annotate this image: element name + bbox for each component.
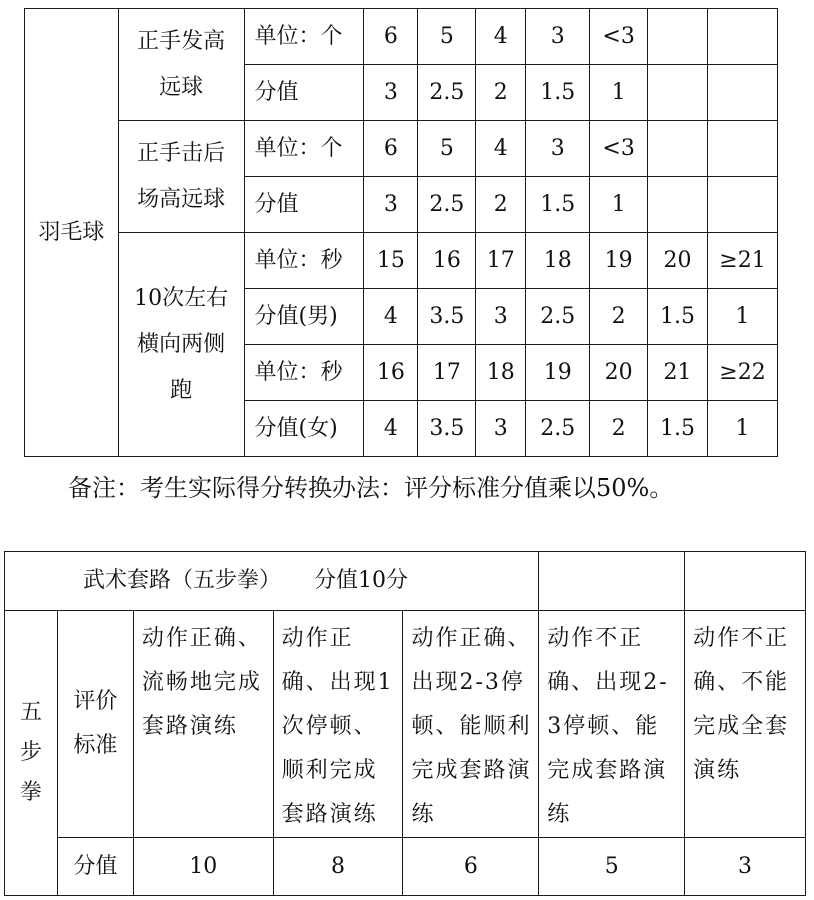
value-cell bbox=[708, 9, 778, 65]
value-cell: 18 bbox=[476, 345, 526, 401]
criteria-cell: 动作正确、出现1次停顿、顺利完成套路演练 bbox=[273, 611, 403, 838]
value-cell: 5 bbox=[418, 9, 476, 65]
event-name-cell: 五 步 拳 bbox=[5, 611, 58, 896]
row-label: 分值 bbox=[244, 65, 364, 121]
value-cell: 6 bbox=[364, 121, 418, 177]
criteria-cell: 动作正确、流畅地完成套路演练 bbox=[133, 611, 273, 838]
value-cell bbox=[708, 65, 778, 121]
badminton-scoring-table bbox=[24, 8, 778, 457]
value-cell: 6 bbox=[364, 9, 418, 65]
value-cell: 1.5 bbox=[526, 177, 590, 233]
value-cell: 2.5 bbox=[418, 65, 476, 121]
empty-cell bbox=[539, 552, 685, 611]
value-cell: <3 bbox=[590, 9, 648, 65]
item-name-cell: 10次左右 横向两侧 跑 bbox=[118, 233, 244, 457]
value-cell: 2 bbox=[590, 289, 648, 345]
value-cell bbox=[648, 9, 708, 65]
table-row bbox=[25, 121, 778, 177]
row-label: 分值(男) bbox=[244, 289, 364, 345]
value-cell: 20 bbox=[648, 233, 708, 289]
criteria-label-cell: 评价 标准 bbox=[57, 611, 133, 838]
score-cell: 5 bbox=[539, 838, 685, 896]
value-cell: 2.5 bbox=[526, 401, 590, 457]
row-label: 单位：个 bbox=[244, 9, 364, 65]
value-cell: 20 bbox=[590, 345, 648, 401]
row-label: 分值(女) bbox=[244, 401, 364, 457]
value-cell: 2 bbox=[476, 65, 526, 121]
value-cell: 5 bbox=[418, 121, 476, 177]
table-header-row bbox=[5, 552, 806, 611]
value-cell: 19 bbox=[526, 345, 590, 401]
value-cell: 16 bbox=[418, 233, 476, 289]
row-label: 单位：个 bbox=[244, 121, 364, 177]
score-cell: 3 bbox=[685, 838, 806, 896]
score-label-cell: 分值 bbox=[57, 838, 133, 896]
item-name-cell: 正手发高 远球 bbox=[118, 9, 244, 121]
value-cell: 1 bbox=[708, 401, 778, 457]
value-cell: 1.5 bbox=[648, 401, 708, 457]
value-cell: 1 bbox=[590, 177, 648, 233]
row-label: 分值 bbox=[244, 177, 364, 233]
value-cell: ≥21 bbox=[708, 233, 778, 289]
value-cell bbox=[708, 177, 778, 233]
score-cell: 8 bbox=[273, 838, 403, 896]
value-cell: 1.5 bbox=[648, 289, 708, 345]
value-cell: 16 bbox=[364, 345, 418, 401]
value-cell: 3 bbox=[476, 289, 526, 345]
item-name-cell: 正手击后 场高远球 bbox=[118, 121, 244, 233]
criteria-cell: 动作不正确、出现2-3停顿、能完成套路演练 bbox=[539, 611, 685, 838]
value-cell: 3 bbox=[476, 401, 526, 457]
value-cell bbox=[648, 177, 708, 233]
scoring-note: 备注：考生实际得分转换办法：评分标准分值乘以50%。 bbox=[68, 474, 674, 502]
score-cell: 10 bbox=[133, 838, 273, 896]
table-row bbox=[5, 611, 806, 838]
empty-cell bbox=[685, 552, 806, 611]
row-label: 单位：秒 bbox=[244, 233, 364, 289]
value-cell: ≥22 bbox=[708, 345, 778, 401]
value-cell: 17 bbox=[418, 345, 476, 401]
value-cell: 15 bbox=[364, 233, 418, 289]
value-cell: 3 bbox=[364, 177, 418, 233]
criteria-cell: 动作正确、出现2-3停顿、能顺利完成套路演练 bbox=[403, 611, 539, 838]
value-cell: <3 bbox=[590, 121, 648, 177]
value-cell: 3.5 bbox=[418, 289, 476, 345]
score-cell: 6 bbox=[403, 838, 539, 896]
table-row bbox=[25, 233, 778, 289]
value-cell: 3 bbox=[364, 65, 418, 121]
value-cell: 1.5 bbox=[526, 65, 590, 121]
wushu-scoring-table bbox=[4, 551, 806, 896]
value-cell: 17 bbox=[476, 233, 526, 289]
criteria-cell: 动作不正确、不能完成全套演练 bbox=[685, 611, 806, 838]
table-row bbox=[5, 838, 806, 896]
value-cell: 3.5 bbox=[418, 401, 476, 457]
value-cell bbox=[648, 65, 708, 121]
value-cell: 21 bbox=[648, 345, 708, 401]
value-cell: 1 bbox=[708, 289, 778, 345]
value-cell bbox=[708, 121, 778, 177]
value-cell: 2.5 bbox=[418, 177, 476, 233]
value-cell: 1 bbox=[590, 65, 648, 121]
value-cell bbox=[648, 121, 708, 177]
value-cell: 19 bbox=[590, 233, 648, 289]
value-cell: 2 bbox=[476, 177, 526, 233]
table-title: 武术套路（五步拳） 分值10分 bbox=[5, 552, 539, 611]
value-cell: 4 bbox=[364, 401, 418, 457]
sport-name-cell: 羽毛球 bbox=[25, 9, 119, 457]
value-cell: 4 bbox=[364, 289, 418, 345]
value-cell: 2 bbox=[590, 401, 648, 457]
value-cell: 18 bbox=[526, 233, 590, 289]
value-cell: 3 bbox=[526, 9, 590, 65]
value-cell: 4 bbox=[476, 9, 526, 65]
value-cell: 2.5 bbox=[526, 289, 590, 345]
row-label: 单位：秒 bbox=[244, 345, 364, 401]
table-row bbox=[25, 9, 778, 65]
value-cell: 3 bbox=[526, 121, 590, 177]
value-cell: 4 bbox=[476, 121, 526, 177]
